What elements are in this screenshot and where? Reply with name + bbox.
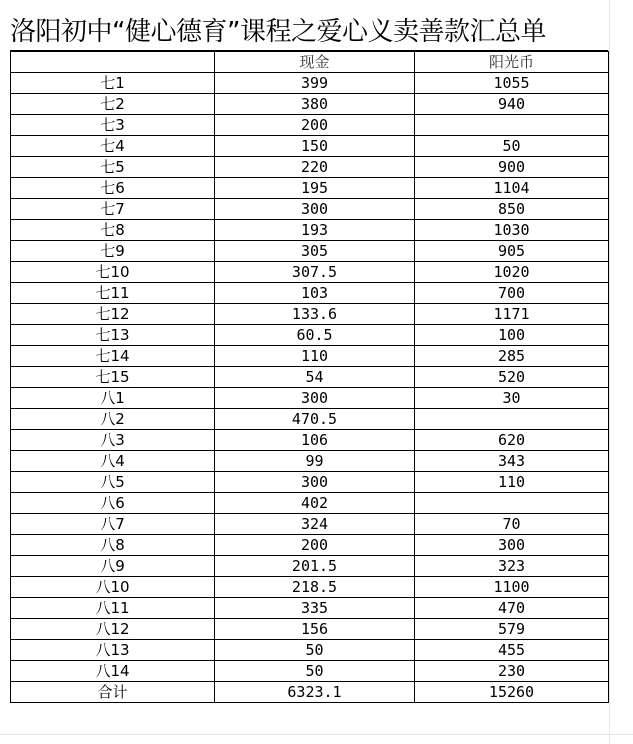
coin-cell[interactable]: 230: [415, 661, 609, 682]
cash-cell[interactable]: 106: [215, 430, 415, 451]
class-cell[interactable]: 八6: [11, 493, 215, 514]
cash-cell[interactable]: 399: [215, 73, 415, 94]
class-cell[interactable]: 七11: [11, 283, 215, 304]
class-cell[interactable]: 八11: [11, 598, 215, 619]
cash-cell[interactable]: 195: [215, 178, 415, 199]
donation-table: [10, 51, 609, 703]
cash-cell[interactable]: 300: [215, 472, 415, 493]
sheet-title[interactable]: 洛阳初中“健心德育”课程之爱心义卖善款汇总单: [10, 13, 608, 51]
coin-cell[interactable]: 905: [415, 241, 609, 262]
header-cell-cash[interactable]: 现金: [215, 52, 415, 73]
table-row: [11, 619, 609, 640]
cash-cell[interactable]: 150: [215, 136, 415, 157]
cash-cell[interactable]: 201.5: [215, 556, 415, 577]
cash-cell[interactable]: 307.5: [215, 262, 415, 283]
class-cell[interactable]: 七10: [11, 262, 215, 283]
coin-cell[interactable]: 1030: [415, 220, 609, 241]
total-cash-cell[interactable]: 6323.1: [215, 682, 415, 703]
table-row: [11, 283, 609, 304]
cash-cell[interactable]: 110: [215, 346, 415, 367]
coin-cell[interactable]: 620: [415, 430, 609, 451]
header-cell-class[interactable]: [11, 52, 215, 73]
cash-cell[interactable]: 324: [215, 514, 415, 535]
table-row: [11, 136, 609, 157]
table-row: [11, 661, 609, 682]
table-row: [11, 451, 609, 472]
total-label-cell[interactable]: 合计: [11, 682, 215, 703]
class-cell[interactable]: 七5: [11, 157, 215, 178]
class-cell[interactable]: 八1: [11, 388, 215, 409]
table-row: [11, 199, 609, 220]
table-row: [11, 409, 609, 430]
cash-cell[interactable]: 60.5: [215, 325, 415, 346]
coin-cell[interactable]: 1171: [415, 304, 609, 325]
table-row: [11, 220, 609, 241]
class-cell[interactable]: 八10: [11, 577, 215, 598]
cash-cell[interactable]: 103: [215, 283, 415, 304]
class-cell[interactable]: 八9: [11, 556, 215, 577]
coin-cell[interactable]: 50: [415, 136, 609, 157]
cash-cell[interactable]: 470.5: [215, 409, 415, 430]
class-cell[interactable]: 七6: [11, 178, 215, 199]
class-cell[interactable]: 七1: [11, 73, 215, 94]
class-cell[interactable]: 八7: [11, 514, 215, 535]
class-cell[interactable]: 七12: [11, 304, 215, 325]
table-row: [11, 430, 609, 451]
table-row: [11, 157, 609, 178]
cash-cell[interactable]: 305: [215, 241, 415, 262]
class-cell[interactable]: 八13: [11, 640, 215, 661]
cash-cell[interactable]: 54: [215, 367, 415, 388]
coin-cell[interactable]: 1055: [415, 73, 609, 94]
coin-cell[interactable]: 343: [415, 451, 609, 472]
coin-cell[interactable]: 1100: [415, 577, 609, 598]
cash-cell[interactable]: 300: [215, 388, 415, 409]
class-cell[interactable]: 八2: [11, 409, 215, 430]
coin-cell[interactable]: 285: [415, 346, 609, 367]
table-row: [11, 472, 609, 493]
table-row: [11, 304, 609, 325]
cash-cell[interactable]: 402: [215, 493, 415, 514]
coin-cell[interactable]: [415, 493, 609, 514]
gridline: [609, 0, 610, 744]
cash-cell[interactable]: 50: [215, 661, 415, 682]
coin-cell[interactable]: 70: [415, 514, 609, 535]
coin-cell[interactable]: 900: [415, 157, 609, 178]
coin-cell[interactable]: [415, 409, 609, 430]
coin-cell[interactable]: 1020: [415, 262, 609, 283]
coin-cell[interactable]: 300: [415, 535, 609, 556]
coin-cell[interactable]: 579: [415, 619, 609, 640]
cash-cell[interactable]: 380: [215, 94, 415, 115]
table-row: [11, 73, 609, 94]
table-row: [11, 94, 609, 115]
header-cell-coin[interactable]: 阳光币: [415, 52, 609, 73]
coin-cell[interactable]: 520: [415, 367, 609, 388]
total-coin-cell[interactable]: 15260: [415, 682, 609, 703]
cash-cell[interactable]: 193: [215, 220, 415, 241]
coin-cell[interactable]: 455: [415, 640, 609, 661]
class-cell[interactable]: 七7: [11, 199, 215, 220]
class-cell[interactable]: 八5: [11, 472, 215, 493]
table-row: [11, 598, 609, 619]
cash-cell[interactable]: 156: [215, 619, 415, 640]
class-cell[interactable]: 七15: [11, 367, 215, 388]
table-row: [11, 115, 609, 136]
gridline: [0, 734, 633, 735]
table-row: [11, 241, 609, 262]
coin-cell[interactable]: 30: [415, 388, 609, 409]
coin-cell[interactable]: 700: [415, 283, 609, 304]
cash-cell[interactable]: 200: [215, 535, 415, 556]
table-row: [11, 367, 609, 388]
coin-cell[interactable]: 323: [415, 556, 609, 577]
coin-cell[interactable]: 100: [415, 325, 609, 346]
cash-cell[interactable]: 300: [215, 199, 415, 220]
class-cell[interactable]: 八4: [11, 451, 215, 472]
cash-cell[interactable]: 220: [215, 157, 415, 178]
table-row: [11, 514, 609, 535]
coin-cell[interactable]: 110: [415, 472, 609, 493]
table-row: [11, 325, 609, 346]
header-row: [11, 52, 609, 73]
table-row: [11, 262, 609, 283]
cash-cell[interactable]: 133.6: [215, 304, 415, 325]
cash-cell[interactable]: 99: [215, 451, 415, 472]
class-cell[interactable]: 七8: [11, 220, 215, 241]
coin-cell[interactable]: 1104: [415, 178, 609, 199]
table-row: [11, 493, 609, 514]
class-cell[interactable]: 七13: [11, 325, 215, 346]
class-cell[interactable]: 八8: [11, 535, 215, 556]
class-cell[interactable]: 七3: [11, 115, 215, 136]
total-row: [11, 682, 609, 703]
class-cell[interactable]: 八3: [11, 430, 215, 451]
cash-cell[interactable]: 200: [215, 115, 415, 136]
table-row: [11, 577, 609, 598]
table-row: [11, 346, 609, 367]
class-cell[interactable]: 七9: [11, 241, 215, 262]
table-row: [11, 640, 609, 661]
table-row: [11, 178, 609, 199]
coin-cell[interactable]: 940: [415, 94, 609, 115]
class-cell[interactable]: 八12: [11, 619, 215, 640]
table-row: [11, 388, 609, 409]
coin-cell[interactable]: 470: [415, 598, 609, 619]
table-row: [11, 535, 609, 556]
table-row: [11, 556, 609, 577]
cash-cell[interactable]: 335: [215, 598, 415, 619]
coin-cell[interactable]: [415, 115, 609, 136]
class-cell[interactable]: 七4: [11, 136, 215, 157]
class-cell[interactable]: 七14: [11, 346, 215, 367]
coin-cell[interactable]: 850: [415, 199, 609, 220]
cash-cell[interactable]: 50: [215, 640, 415, 661]
cash-cell[interactable]: 218.5: [215, 577, 415, 598]
class-cell[interactable]: 八14: [11, 661, 215, 682]
class-cell[interactable]: 七2: [11, 94, 215, 115]
